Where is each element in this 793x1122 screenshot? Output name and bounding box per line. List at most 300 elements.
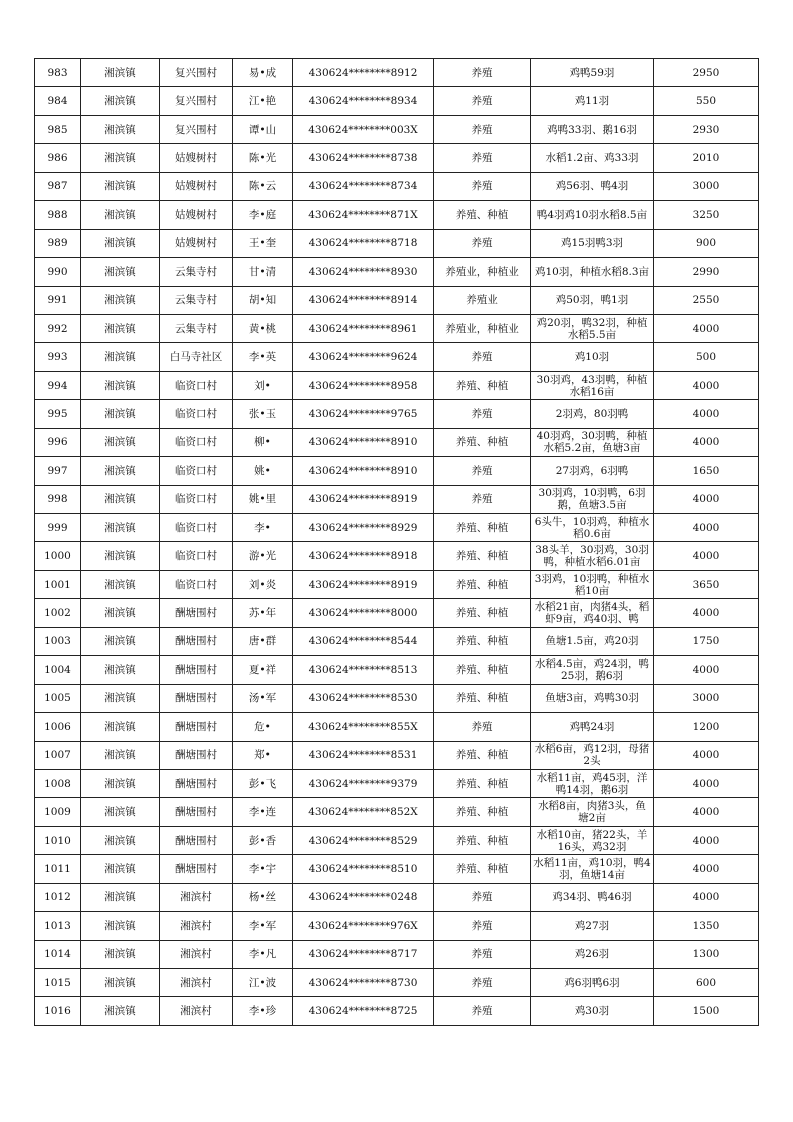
table-row [35, 940, 759, 968]
town-cell: 湘滨镇 [81, 400, 160, 428]
description-cell: 鸡鸭59羽 [531, 59, 654, 87]
amount-cell: 1750 [654, 627, 759, 655]
name-cell: 李•连 [233, 798, 293, 826]
amount-cell: 500 [654, 343, 759, 371]
town-cell: 湘滨镇 [81, 286, 160, 314]
village-cell: 临资口村 [160, 542, 233, 570]
industry-type-cell: 养殖业，种植业 [434, 258, 531, 286]
table-row [35, 371, 759, 399]
description-cell: 水稻1.2亩、鸡33羽 [531, 144, 654, 172]
village-cell: 湘滨村 [160, 883, 233, 911]
row-number: 1000 [35, 542, 81, 570]
town-cell: 湘滨镇 [81, 201, 160, 229]
description-cell: 鸡56羽、鸭4羽 [531, 172, 654, 200]
table-row [35, 969, 759, 997]
table-row [35, 684, 759, 712]
industry-type-cell: 养殖、种植 [434, 741, 531, 769]
description-cell: 鱼塘1.5亩，鸡20羽 [531, 627, 654, 655]
description-cell: 水稻6亩，鸡12羽，母猪2头 [531, 741, 654, 769]
village-cell: 临资口村 [160, 371, 233, 399]
row-number: 1015 [35, 969, 81, 997]
table-row [35, 570, 759, 598]
name-cell: 李•庭 [233, 201, 293, 229]
industry-type-cell: 养殖、种植 [434, 798, 531, 826]
description-cell: 鸡34羽、鸭46羽 [531, 883, 654, 911]
name-cell: 李•凡 [233, 940, 293, 968]
row-number: 1001 [35, 570, 81, 598]
industry-type-cell: 养殖、种植 [434, 371, 531, 399]
id-number-cell: 430624********8930 [293, 258, 434, 286]
table-row [35, 59, 759, 87]
name-cell: 王•奎 [233, 229, 293, 257]
village-cell: 临资口村 [160, 570, 233, 598]
id-number-cell: 430624********8531 [293, 741, 434, 769]
row-number: 987 [35, 172, 81, 200]
description-cell: 鸡10羽 [531, 343, 654, 371]
id-number-cell: 430624********9624 [293, 343, 434, 371]
village-cell: 酬塘围村 [160, 713, 233, 741]
id-number-cell: 430624********8530 [293, 684, 434, 712]
village-cell: 临资口村 [160, 514, 233, 542]
row-number: 1011 [35, 855, 81, 883]
id-number-cell: 430624********8918 [293, 542, 434, 570]
industry-type-cell: 养殖、种植 [434, 201, 531, 229]
description-cell: 鸡27羽 [531, 912, 654, 940]
village-cell: 酬塘围村 [160, 684, 233, 712]
id-number-cell: 430624********8718 [293, 229, 434, 257]
row-number: 1008 [35, 769, 81, 797]
town-cell: 湘滨镇 [81, 769, 160, 797]
town-cell: 湘滨镇 [81, 855, 160, 883]
town-cell: 湘滨镇 [81, 627, 160, 655]
town-cell: 湘滨镇 [81, 656, 160, 684]
amount-cell: 1200 [654, 713, 759, 741]
description-cell: 鸡30羽 [531, 997, 654, 1025]
row-number: 996 [35, 428, 81, 456]
village-cell: 酬塘围村 [160, 741, 233, 769]
amount-cell: 2930 [654, 115, 759, 143]
description-cell: 鸡10羽，种植水稻8.3亩 [531, 258, 654, 286]
table-body [35, 59, 759, 1026]
table-row [35, 997, 759, 1025]
amount-cell: 900 [654, 229, 759, 257]
village-cell: 云集寺村 [160, 314, 233, 342]
amount-cell: 4000 [654, 314, 759, 342]
name-cell: 胡•知 [233, 286, 293, 314]
id-number-cell: 430624********8919 [293, 485, 434, 513]
description-cell: 鸭4羽鸡10羽水稻8.5亩 [531, 201, 654, 229]
row-number: 990 [35, 258, 81, 286]
village-cell: 酬塘围村 [160, 826, 233, 854]
name-cell: 黄•桃 [233, 314, 293, 342]
town-cell: 湘滨镇 [81, 258, 160, 286]
village-cell: 酬塘围村 [160, 798, 233, 826]
industry-type-cell: 养殖、种植 [434, 514, 531, 542]
id-number-cell: 430624********8730 [293, 969, 434, 997]
amount-cell: 4000 [654, 769, 759, 797]
table-row [35, 457, 759, 485]
row-number: 986 [35, 144, 81, 172]
village-cell: 湘滨村 [160, 969, 233, 997]
town-cell: 湘滨镇 [81, 144, 160, 172]
id-number-cell: 430624********8734 [293, 172, 434, 200]
id-number-cell: 430624********976X [293, 912, 434, 940]
id-number-cell: 430624********8929 [293, 514, 434, 542]
description-cell: 水稻4.5亩，鸡24羽，鸭25羽，鹅6羽 [531, 656, 654, 684]
row-number: 1005 [35, 684, 81, 712]
name-cell: 江•波 [233, 969, 293, 997]
village-cell: 云集寺村 [160, 286, 233, 314]
amount-cell: 550 [654, 87, 759, 115]
table-row [35, 485, 759, 513]
town-cell: 湘滨镇 [81, 741, 160, 769]
name-cell: 易•成 [233, 59, 293, 87]
table-row [35, 428, 759, 456]
name-cell: 杨•丝 [233, 883, 293, 911]
village-cell: 酬塘围村 [160, 769, 233, 797]
industry-type-cell: 养殖、种植 [434, 542, 531, 570]
name-cell: 刘•炎 [233, 570, 293, 598]
amount-cell: 4000 [654, 855, 759, 883]
description-cell: 水稻8亩，肉猪3头，鱼塘2亩 [531, 798, 654, 826]
amount-cell: 1650 [654, 457, 759, 485]
amount-cell: 2550 [654, 286, 759, 314]
industry-type-cell: 养殖 [434, 115, 531, 143]
amount-cell: 3000 [654, 684, 759, 712]
row-number: 1006 [35, 713, 81, 741]
description-cell: 6头牛，10羽鸡，种植水稻0.6亩 [531, 514, 654, 542]
id-number-cell: 430624********8725 [293, 997, 434, 1025]
village-cell: 姑嫂树村 [160, 201, 233, 229]
table-row [35, 115, 759, 143]
industry-type-cell: 养殖 [434, 400, 531, 428]
industry-type-cell: 养殖、种植 [434, 684, 531, 712]
table-row [35, 741, 759, 769]
village-cell: 姑嫂树村 [160, 229, 233, 257]
amount-cell: 2010 [654, 144, 759, 172]
amount-cell: 4000 [654, 542, 759, 570]
id-number-cell: 430624********8000 [293, 599, 434, 627]
industry-type-cell: 养殖 [434, 485, 531, 513]
amount-cell: 3000 [654, 172, 759, 200]
town-cell: 湘滨镇 [81, 570, 160, 598]
amount-cell: 1350 [654, 912, 759, 940]
village-cell: 云集寺村 [160, 258, 233, 286]
village-cell: 酬塘围村 [160, 855, 233, 883]
description-cell: 水稻11亩，鸡10羽，鸭4羽，鱼塘14亩 [531, 855, 654, 883]
table-row [35, 798, 759, 826]
description-cell: 30羽鸡，10羽鸭，6羽鹅，鱼塘3.5亩 [531, 485, 654, 513]
row-number: 985 [35, 115, 81, 143]
amount-cell: 600 [654, 969, 759, 997]
village-cell: 复兴围村 [160, 59, 233, 87]
town-cell: 湘滨镇 [81, 457, 160, 485]
description-cell: 3羽鸡，10羽鸭，种植水稻10亩 [531, 570, 654, 598]
town-cell: 湘滨镇 [81, 229, 160, 257]
industry-type-cell: 养殖 [434, 343, 531, 371]
row-number: 1012 [35, 883, 81, 911]
town-cell: 湘滨镇 [81, 172, 160, 200]
town-cell: 湘滨镇 [81, 883, 160, 911]
amount-cell: 4000 [654, 826, 759, 854]
row-number: 989 [35, 229, 81, 257]
row-number: 1007 [35, 741, 81, 769]
industry-type-cell: 养殖 [434, 172, 531, 200]
id-number-cell: 430624********8529 [293, 826, 434, 854]
town-cell: 湘滨镇 [81, 684, 160, 712]
table-row [35, 883, 759, 911]
industry-type-cell: 养殖、种植 [434, 656, 531, 684]
industry-type-cell: 养殖 [434, 229, 531, 257]
amount-cell: 4000 [654, 371, 759, 399]
town-cell: 湘滨镇 [81, 997, 160, 1025]
name-cell: 汤•军 [233, 684, 293, 712]
row-number: 1010 [35, 826, 81, 854]
row-number: 999 [35, 514, 81, 542]
name-cell: 李•珍 [233, 997, 293, 1025]
amount-cell: 3250 [654, 201, 759, 229]
village-cell: 临资口村 [160, 400, 233, 428]
table-row [35, 599, 759, 627]
village-cell: 酬塘围村 [160, 656, 233, 684]
amount-cell: 2990 [654, 258, 759, 286]
town-cell: 湘滨镇 [81, 343, 160, 371]
description-cell: 2羽鸡，80羽鸭 [531, 400, 654, 428]
amount-cell: 2950 [654, 59, 759, 87]
description-cell: 鱼塘3亩，鸡鸭30羽 [531, 684, 654, 712]
name-cell: 李• [233, 514, 293, 542]
town-cell: 湘滨镇 [81, 713, 160, 741]
table-row [35, 912, 759, 940]
industry-type-cell: 养殖 [434, 87, 531, 115]
amount-cell: 4000 [654, 883, 759, 911]
village-cell: 临资口村 [160, 428, 233, 456]
table-row [35, 314, 759, 342]
industry-type-cell: 养殖、种植 [434, 599, 531, 627]
id-number-cell: 430624********8513 [293, 656, 434, 684]
amount-cell: 4000 [654, 599, 759, 627]
id-number-cell: 430624********8919 [293, 570, 434, 598]
town-cell: 湘滨镇 [81, 485, 160, 513]
table-row [35, 542, 759, 570]
amount-cell: 3650 [654, 570, 759, 598]
industry-type-cell: 养殖 [434, 997, 531, 1025]
town-cell: 湘滨镇 [81, 314, 160, 342]
table-row [35, 627, 759, 655]
table-row [35, 514, 759, 542]
industry-type-cell: 养殖、种植 [434, 855, 531, 883]
id-number-cell: 430624********8912 [293, 59, 434, 87]
id-number-cell: 430624********8914 [293, 286, 434, 314]
town-cell: 湘滨镇 [81, 599, 160, 627]
name-cell: 唐•群 [233, 627, 293, 655]
id-number-cell: 430624********855X [293, 713, 434, 741]
amount-cell: 4000 [654, 400, 759, 428]
village-cell: 姑嫂树村 [160, 172, 233, 200]
amount-cell: 4000 [654, 741, 759, 769]
row-number: 1002 [35, 599, 81, 627]
industry-type-cell: 养殖业 [434, 286, 531, 314]
id-number-cell: 430624********8510 [293, 855, 434, 883]
row-number: 1013 [35, 912, 81, 940]
row-number: 983 [35, 59, 81, 87]
row-number: 991 [35, 286, 81, 314]
name-cell: 江•艳 [233, 87, 293, 115]
village-cell: 酬塘围村 [160, 599, 233, 627]
name-cell: 李•军 [233, 912, 293, 940]
description-cell: 水稻10亩，猪22头，羊16头，鸡32羽 [531, 826, 654, 854]
industry-type-cell: 养殖、种植 [434, 826, 531, 854]
id-number-cell: 430624********8717 [293, 940, 434, 968]
id-number-cell: 430624********0248 [293, 883, 434, 911]
id-number-cell: 430624********8910 [293, 428, 434, 456]
row-number: 995 [35, 400, 81, 428]
town-cell: 湘滨镇 [81, 371, 160, 399]
table-row [35, 172, 759, 200]
name-cell: 张•玉 [233, 400, 293, 428]
table-row [35, 343, 759, 371]
name-cell: 甘•清 [233, 258, 293, 286]
name-cell: 谭•山 [233, 115, 293, 143]
town-cell: 湘滨镇 [81, 798, 160, 826]
row-number: 984 [35, 87, 81, 115]
town-cell: 湘滨镇 [81, 428, 160, 456]
name-cell: 李•宇 [233, 855, 293, 883]
industry-type-cell: 养殖 [434, 912, 531, 940]
description-cell: 鸡11羽 [531, 87, 654, 115]
description-cell: 水稻11亩，鸡45羽，洋鸭14羽，鹅6羽 [531, 769, 654, 797]
village-cell: 酬塘围村 [160, 627, 233, 655]
industry-type-cell: 养殖 [434, 457, 531, 485]
row-number: 994 [35, 371, 81, 399]
amount-cell: 4000 [654, 514, 759, 542]
name-cell: 彭•香 [233, 826, 293, 854]
table-row [35, 286, 759, 314]
industry-type-cell: 养殖、种植 [434, 428, 531, 456]
table-row [35, 656, 759, 684]
village-cell: 湘滨村 [160, 940, 233, 968]
id-number-cell: 430624********9379 [293, 769, 434, 797]
row-number: 998 [35, 485, 81, 513]
industry-type-cell: 养殖、种植 [434, 570, 531, 598]
id-number-cell: 430624********8544 [293, 627, 434, 655]
table-row [35, 258, 759, 286]
name-cell: 夏•祥 [233, 656, 293, 684]
table-row [35, 144, 759, 172]
row-number: 1009 [35, 798, 81, 826]
id-number-cell: 430624********9765 [293, 400, 434, 428]
industry-type-cell: 养殖 [434, 59, 531, 87]
description-cell: 40羽鸡，30羽鸭，种植水稻5.2亩，鱼塘3亩 [531, 428, 654, 456]
id-number-cell: 430624********8958 [293, 371, 434, 399]
village-cell: 湘滨村 [160, 912, 233, 940]
industry-type-cell: 养殖、种植 [434, 769, 531, 797]
name-cell: 姚•里 [233, 485, 293, 513]
description-cell: 鸡6羽鸭6羽 [531, 969, 654, 997]
village-cell: 白马寺社区 [160, 343, 233, 371]
description-cell: 鸡20羽，鸭32羽，种植水稻5.5亩 [531, 314, 654, 342]
name-cell: 苏•年 [233, 599, 293, 627]
industry-type-cell: 养殖 [434, 713, 531, 741]
industry-type-cell: 养殖 [434, 883, 531, 911]
id-number-cell: 430624********003X [293, 115, 434, 143]
description-cell: 30羽鸡，43羽鸭，种植水稻16亩 [531, 371, 654, 399]
description-cell: 鸡26羽 [531, 940, 654, 968]
name-cell: 刘• [233, 371, 293, 399]
amount-cell: 4000 [654, 428, 759, 456]
row-number: 1016 [35, 997, 81, 1025]
row-number: 992 [35, 314, 81, 342]
town-cell: 湘滨镇 [81, 115, 160, 143]
row-number: 1014 [35, 940, 81, 968]
village-cell: 复兴围村 [160, 87, 233, 115]
town-cell: 湘滨镇 [81, 542, 160, 570]
description-cell: 鸡50羽，鸭1羽 [531, 286, 654, 314]
name-cell: 陈•光 [233, 144, 293, 172]
id-number-cell: 430624********852X [293, 798, 434, 826]
name-cell: 郑• [233, 741, 293, 769]
id-number-cell: 430624********871X [293, 201, 434, 229]
table-row [35, 201, 759, 229]
subsidy-table [34, 58, 759, 1026]
name-cell: 危• [233, 713, 293, 741]
industry-type-cell: 养殖 [434, 940, 531, 968]
row-number: 993 [35, 343, 81, 371]
id-number-cell: 430624********8934 [293, 87, 434, 115]
id-number-cell: 430624********8910 [293, 457, 434, 485]
table-row [35, 826, 759, 854]
amount-cell: 4000 [654, 798, 759, 826]
village-cell: 姑嫂树村 [160, 144, 233, 172]
table-row [35, 769, 759, 797]
name-cell: 游•光 [233, 542, 293, 570]
row-number: 988 [35, 201, 81, 229]
table-row [35, 229, 759, 257]
industry-type-cell: 养殖业，种植业 [434, 314, 531, 342]
description-cell: 38头羊，30羽鸡，30羽鸭，种植水稻6.01亩 [531, 542, 654, 570]
amount-cell: 4000 [654, 485, 759, 513]
table-row [35, 713, 759, 741]
description-cell: 27羽鸡，6羽鸭 [531, 457, 654, 485]
description-cell: 鸡鸭24羽 [531, 713, 654, 741]
id-number-cell: 430624********8961 [293, 314, 434, 342]
table-row [35, 87, 759, 115]
village-cell: 临资口村 [160, 485, 233, 513]
name-cell: 彭•飞 [233, 769, 293, 797]
village-cell: 临资口村 [160, 457, 233, 485]
town-cell: 湘滨镇 [81, 940, 160, 968]
amount-cell: 1500 [654, 997, 759, 1025]
description-cell: 水稻21亩，肉猪4头，稻虾9亩，鸡40羽、鸭 [531, 599, 654, 627]
description-cell: 鸡鸭33羽、鹅16羽 [531, 115, 654, 143]
town-cell: 湘滨镇 [81, 87, 160, 115]
village-cell: 湘滨村 [160, 997, 233, 1025]
description-cell: 鸡15羽鸭3羽 [531, 229, 654, 257]
town-cell: 湘滨镇 [81, 59, 160, 87]
row-number: 1004 [35, 656, 81, 684]
amount-cell: 1300 [654, 940, 759, 968]
table-row [35, 400, 759, 428]
id-number-cell: 430624********8738 [293, 144, 434, 172]
table-row [35, 855, 759, 883]
industry-type-cell: 养殖、种植 [434, 627, 531, 655]
industry-type-cell: 养殖 [434, 969, 531, 997]
row-number: 997 [35, 457, 81, 485]
village-cell: 复兴围村 [160, 115, 233, 143]
town-cell: 湘滨镇 [81, 912, 160, 940]
name-cell: 李•英 [233, 343, 293, 371]
row-number: 1003 [35, 627, 81, 655]
